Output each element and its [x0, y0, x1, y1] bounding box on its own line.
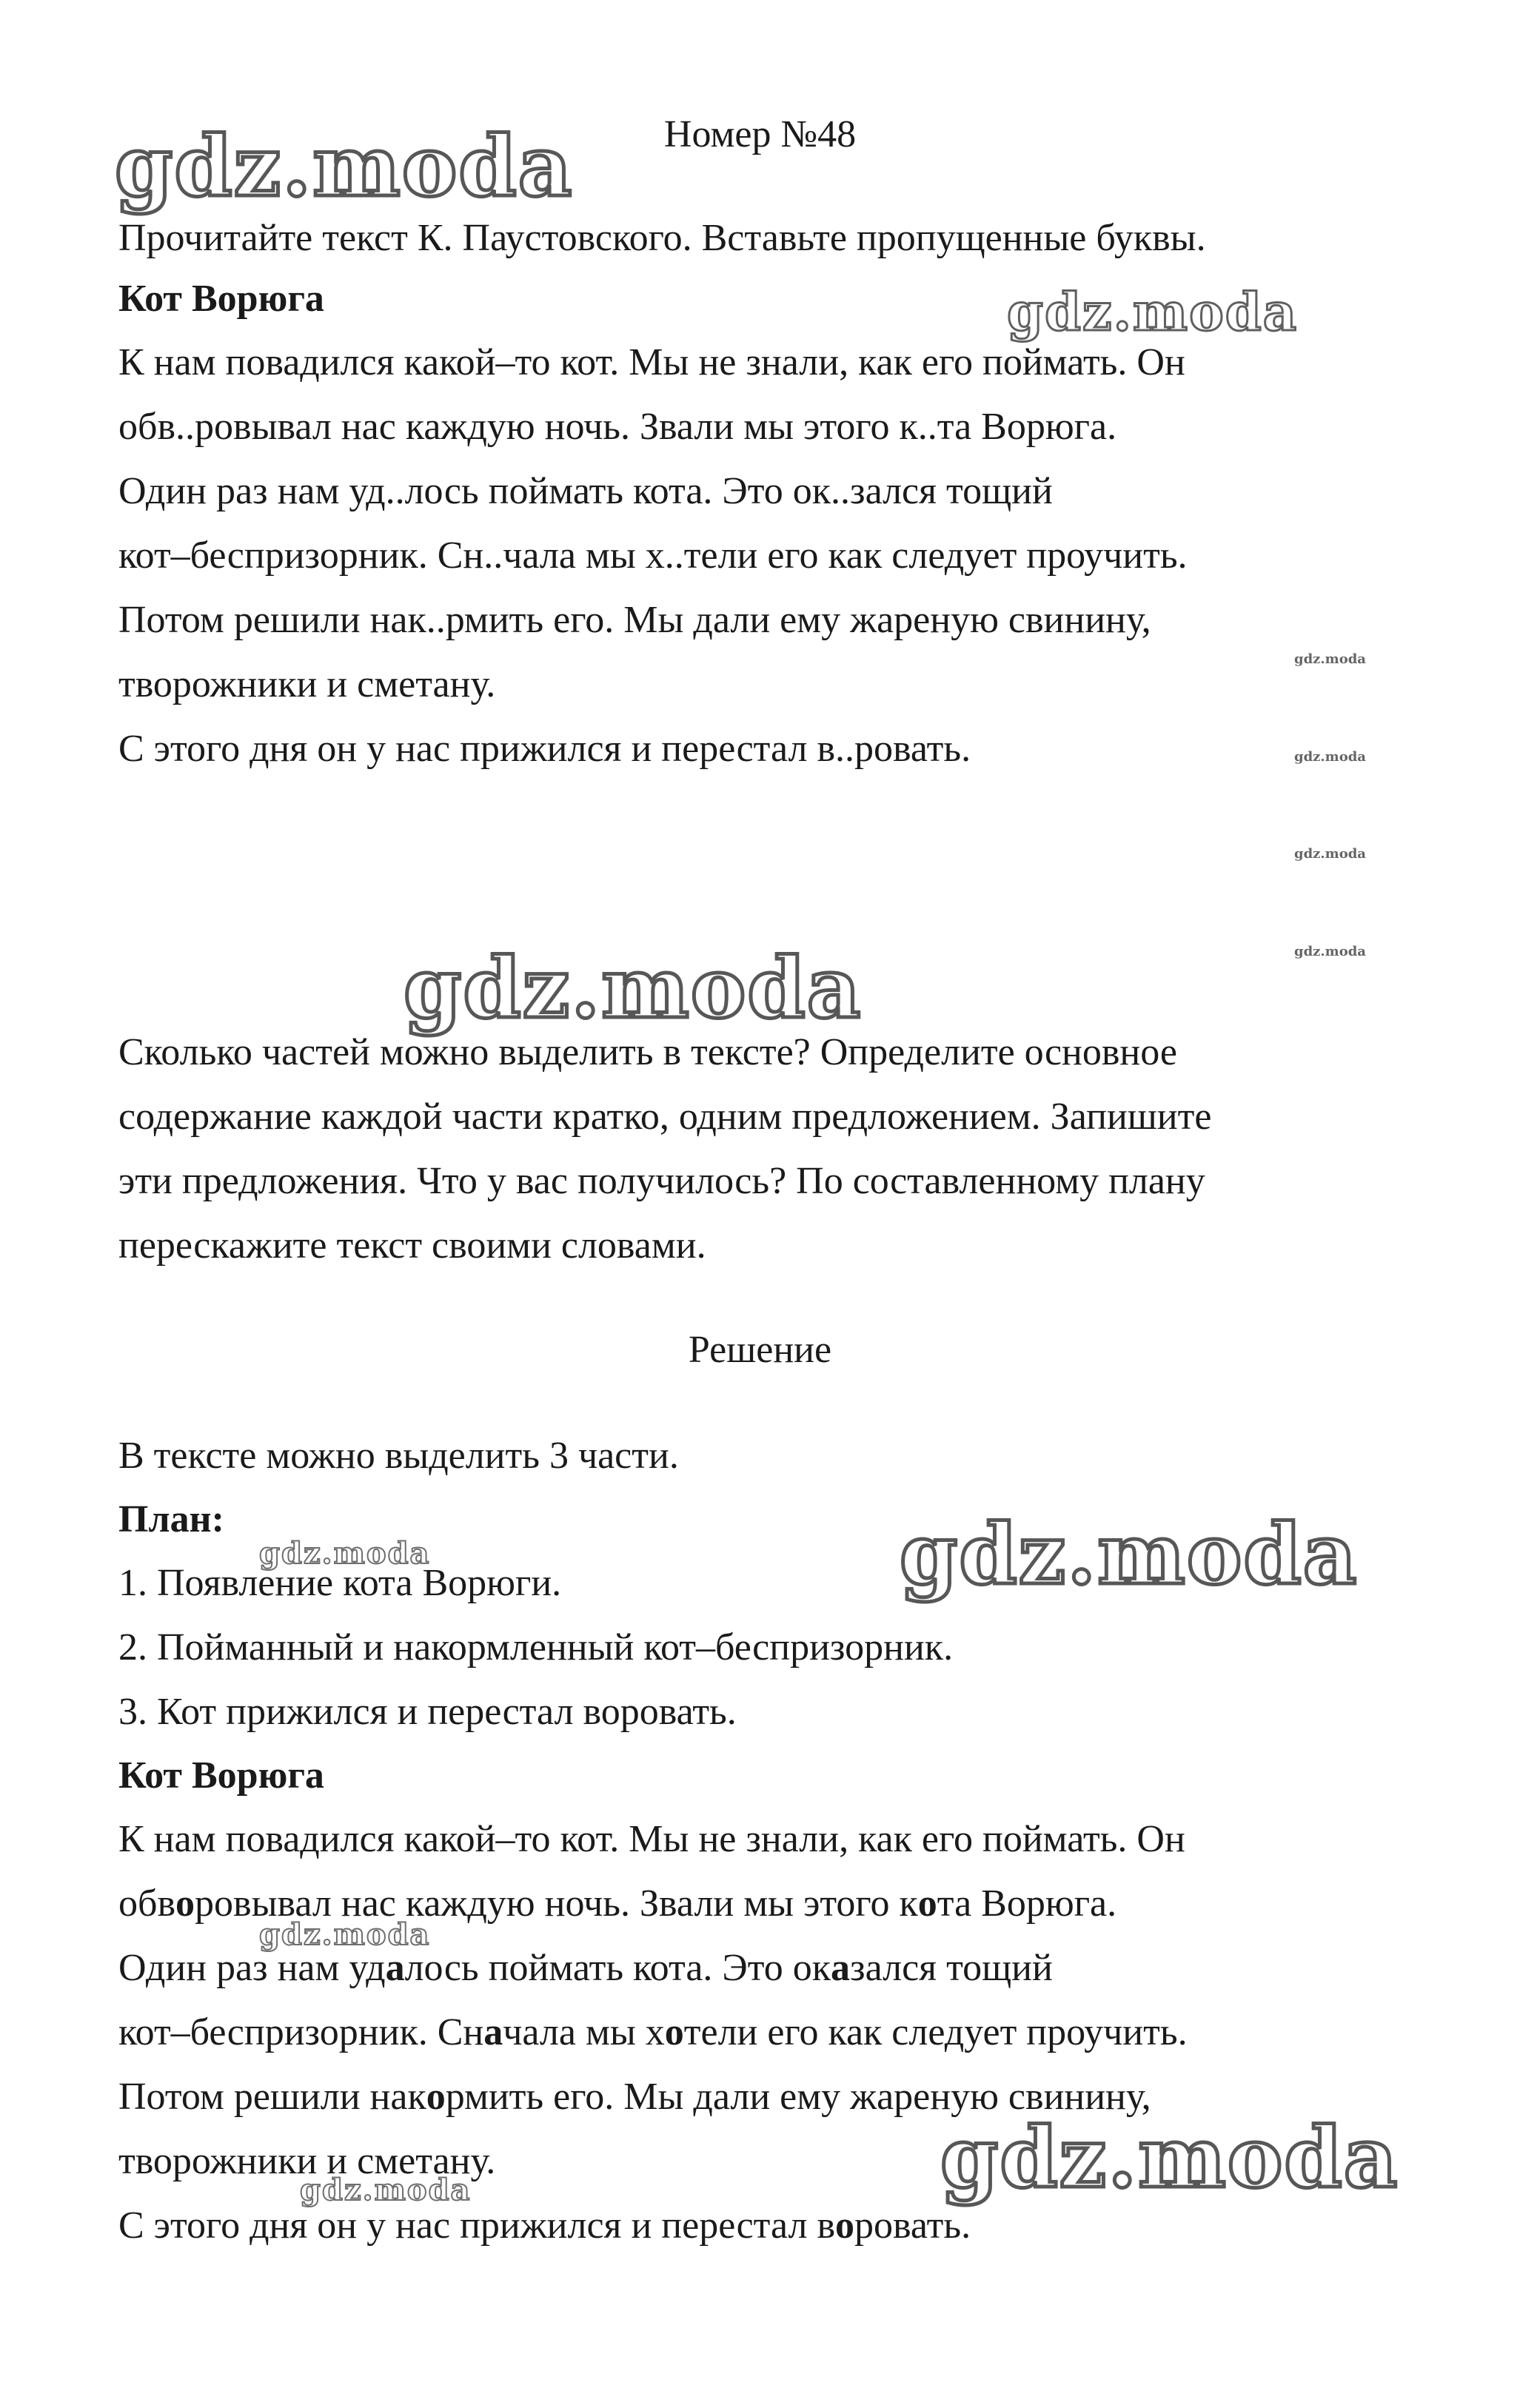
inserted-letter: о	[835, 2204, 855, 2247]
inserted-letter: о	[175, 1882, 195, 1925]
story-title: Кот Ворюга	[118, 278, 324, 320]
story-line: Один раз нам уд..лось поймать кота. Это ок..зался тощий	[118, 470, 1053, 512]
watermark-logo: gdz.moda	[1007, 281, 1299, 343]
text-segment: чала мы х	[503, 2011, 665, 2053]
inserted-letter: о	[664, 2011, 684, 2053]
question-line: Сколько частей можно выделить в тексте? Определите основное	[118, 1031, 1177, 1073]
story-line: творожники и сметану.	[118, 663, 496, 705]
solution-story-line	[118, 1816, 1185, 1863]
plan-item: 1. Появление кота Ворюги.	[118, 1562, 562, 1604]
text-segment: обв	[118, 1882, 176, 1925]
inserted-letter: а	[483, 2011, 503, 2053]
question-line: перескажите текст своими словами.	[118, 1224, 706, 1267]
solution-story-line	[118, 2202, 971, 2250]
watermark-logo: gdz.moda	[259, 1536, 431, 1571]
text-segment: кот–беспризорник. Сн	[118, 2011, 484, 2053]
text-segment: зался тощий	[850, 1947, 1053, 1989]
story-line: С этого дня он у нас прижился и перестал в..ровать.	[118, 728, 971, 770]
text-segment: та Ворюга.	[937, 1882, 1117, 1925]
watermark-logo: gdz.moda	[115, 118, 574, 215]
story-line: кот–беспризорник. Сн..чала мы х..тели его как следует проучить.	[118, 534, 1188, 577]
solution-heading: Решение	[688, 1329, 832, 1371]
inserted-letter: а	[385, 1947, 405, 1989]
text-segment: творожники и сметану.	[118, 2140, 496, 2182]
story-line: К нам повадился какой–то кот. Мы не знали, как его поймать. Он	[118, 341, 1185, 383]
question-line: эти предложения. Что у вас получилось? По составленному плану	[118, 1160, 1205, 1202]
text-segment: тели его как следует проучить.	[683, 2011, 1188, 2053]
text-segment: рмить его. Мы дали ему жареную свинину,	[445, 2076, 1151, 2118]
watermark-logo: gdz.moda	[404, 940, 863, 1037]
task-instruction: Прочитайте текст К. Паустовского. Вставьте пропущенные буквы.	[118, 217, 1206, 259]
watermark-logo: gdz.moda	[1294, 651, 1366, 667]
page-title: Номер №48	[663, 113, 857, 155]
text-segment: Потом решили нак	[118, 2076, 426, 2118]
question-line: содержание каждой части кратко, одним предложением. Запишите	[118, 1096, 1212, 1138]
text-segment: лось поймать кота. Это ок	[404, 1947, 831, 1989]
plan-item: 2. Пойманный и накормленный кот–беспризорник.	[118, 1626, 954, 1669]
watermark-logo: gdz.moda	[300, 2173, 472, 2207]
story-line: Потом решили нак..рмить его. Мы дали ему жареную свинину,	[118, 599, 1151, 641]
watermark-logo: gdz.moda	[1294, 846, 1366, 862]
watermark-logo: gdz.moda	[259, 1917, 431, 1952]
watermark-logo: gdz.moda	[900, 1506, 1359, 1603]
text-segment: С этого дня он у нас прижился и перестал в	[118, 2204, 836, 2247]
text-segment: ровать.	[854, 2204, 971, 2247]
watermark-logo: gdz.moda	[1294, 944, 1366, 959]
inserted-letter: о	[917, 1882, 937, 1925]
watermark-logo: gdz.moda	[1294, 749, 1366, 765]
watermark-logo: gdz.moda	[940, 2110, 1399, 2207]
text-segment: Один раз нам уд	[118, 1947, 386, 1989]
text-segment: ровывал нас каждую ночь. Звали мы этого к	[195, 1882, 918, 1925]
solution-story-title: Кот Ворюга	[118, 1754, 324, 1797]
plan-item: 3. Кот прижился и перестал воровать.	[118, 1691, 737, 1733]
plan-label: План:	[118, 1498, 224, 1540]
inserted-letter: о	[426, 2076, 446, 2118]
inserted-letter: а	[831, 1947, 851, 1989]
text-segment: К нам повадился какой–то кот. Мы не знали, как его поймать. Он	[118, 1818, 1185, 1860]
parts-statement: В тексте можно выделить 3 части.	[118, 1435, 679, 1477]
story-line: обв..ровывал нас каждую ночь. Звали мы этого к..та Ворюга.	[118, 406, 1117, 448]
solution-story-line	[118, 2009, 1188, 2056]
